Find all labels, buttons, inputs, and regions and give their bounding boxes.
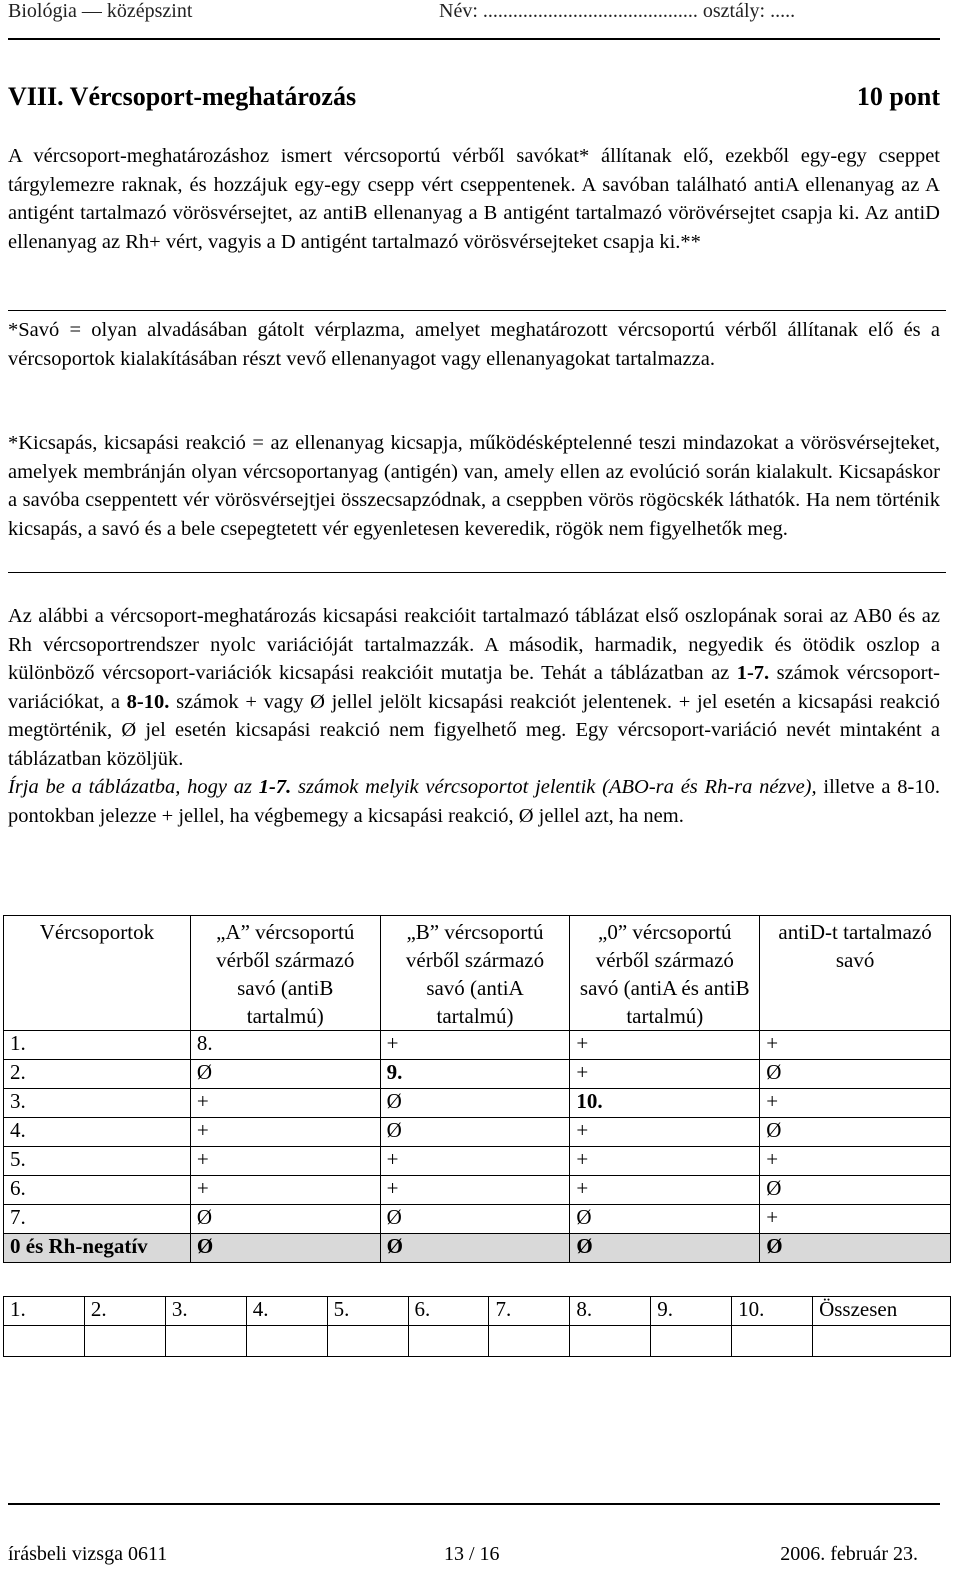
- table-cell: Ø: [380, 1089, 570, 1118]
- table-cell: +: [760, 1205, 951, 1234]
- header-0-savo: „0” vércsoportú vérből származó savó (antiA és antiB tartalmú): [570, 916, 760, 1031]
- header-antid-savo: antiD-t tartalmazó savó: [760, 916, 951, 1031]
- answer-cell-6[interactable]: 6.: [4, 1176, 191, 1205]
- note-savo: [8, 316, 940, 373]
- table-cell: +: [380, 1147, 570, 1176]
- table-cell: Ø: [760, 1176, 951, 1205]
- score-entry[interactable]: [246, 1326, 327, 1357]
- table-cell: Ø: [760, 1060, 951, 1089]
- note-savo-text: *Savó = olyan alvadásában gátolt vérplazma, amelyet meghatározott vércsoportú vérből állítanak elő és a vércsoportok kialakításában részt vevő ellenanyagot vagy ellenanyagokat tartalmazza.: [8, 319, 940, 370]
- table-cell: +: [190, 1176, 380, 1205]
- footer-rule: [8, 1503, 940, 1505]
- table-cell: Ø: [570, 1234, 760, 1263]
- score-label: 6.: [408, 1297, 489, 1326]
- table-row: [4, 1089, 951, 1118]
- table-cell: +: [190, 1147, 380, 1176]
- table-row: [4, 1031, 951, 1060]
- score-label: 2.: [84, 1297, 165, 1326]
- table-cell: Ø: [190, 1234, 380, 1263]
- note-kicsapas-text: *Kicsapás, kicsapási reakció = az ellenanyag kicsapja, működésképtelenné teszi mindazokat a vörösvérsejteket, amelyek membránján olyan vércsoportanyag (antigén) van, amely ellen az evolúció során kialakult. Kicsapáskor a savóba cseppentett vér vörösvérsejtjei összecsapzódnak, a cseppben vörös rögöcskék láthatók. Ha nem történik kicsapás, a savó és a bele csepegtetett vér egyenletesen keveredik, rögök nem figyelhetők meg.: [8, 432, 940, 540]
- note-rule-top: [8, 310, 946, 311]
- section-points: 10 pont: [856, 82, 940, 111]
- answer-cell-7[interactable]: 7.: [4, 1205, 191, 1234]
- intro-paragraph: [8, 142, 940, 256]
- task-instruction: Írja be a táblázatba, hogy az 1-7. számok melyik vércsoportot jelentik (ABO-ra és Rh-ra nézve), illetve a 8-10. pontokban jelezze + jellel, ha végbemegy a kicsapási reakció, Ø jellel azt, ha nem.: [8, 776, 941, 827]
- score-label: 8.: [570, 1297, 651, 1326]
- section-title: [8, 82, 940, 112]
- score-label: 9.: [651, 1297, 732, 1326]
- blood-group-table: [3, 915, 951, 1263]
- answer-cell-4[interactable]: 4.: [4, 1118, 191, 1147]
- score-label: 7.: [489, 1297, 570, 1326]
- table-cell: +: [380, 1031, 570, 1060]
- score-table: [3, 1296, 951, 1357]
- intro-text: A vércsoport-meghatározáshoz ismert vércsoportú vérből savókat* állítanak elő, ezekből egy-egy cseppet tárgylemezre raknak, és hozzájuk egy-egy csepp vért cseppentenek. A savóban található antiA ellenanyag az A antigént tartalmazó vörösvérsejtet, az antiB ellenanyag a B antigént tartalmazó vörövérsejtet csapja ki. Az antiD ellenanyag az Rh+ vért, vagyis a D antigént tartalmazó vörösvérsejteket csapja ki.**: [8, 145, 940, 253]
- table-cell: Ø: [380, 1234, 570, 1263]
- score-entry-total[interactable]: [813, 1326, 951, 1357]
- note-rule-bottom: [8, 572, 946, 573]
- score-label: 3.: [165, 1297, 246, 1326]
- score-label: 1.: [4, 1297, 85, 1326]
- table-row: [4, 1176, 951, 1205]
- score-label: 5.: [327, 1297, 408, 1326]
- table-row-example: [4, 1234, 951, 1263]
- answer-cell-9[interactable]: 9.: [380, 1060, 570, 1089]
- score-label: 10.: [732, 1297, 813, 1326]
- table-row: [4, 1205, 951, 1234]
- score-entry[interactable]: [4, 1326, 85, 1357]
- header-a-savo: „A” vércsoportú vérből származó savó (antiB tartalmú): [190, 916, 380, 1031]
- score-label: 4.: [246, 1297, 327, 1326]
- score-entry[interactable]: [327, 1326, 408, 1357]
- table-cell: +: [380, 1176, 570, 1205]
- table-cell: +: [760, 1147, 951, 1176]
- score-entry[interactable]: [570, 1326, 651, 1357]
- header-name-class: Név: ........................................... osztály: .....: [439, 0, 796, 22]
- header-subject: Biológia — középszint: [8, 0, 193, 22]
- footer-exam-code: írásbeli vizsga 0611: [8, 1543, 168, 1565]
- footer-date: 2006. február 23.: [780, 1543, 918, 1565]
- answer-cell-10[interactable]: 10.: [570, 1089, 760, 1118]
- table-cell: Ø: [380, 1205, 570, 1234]
- page-header: [8, 0, 942, 28]
- table-cell: +: [570, 1118, 760, 1147]
- header-b-savo: „B” vércsoportú vérből származó savó (antiA tartalmú): [380, 916, 570, 1031]
- table-cell: Ø: [760, 1118, 951, 1147]
- task-paragraph: [8, 602, 940, 830]
- answer-cell-3[interactable]: 3.: [4, 1089, 191, 1118]
- table-cell: Ø: [570, 1205, 760, 1234]
- score-label-row: [4, 1297, 951, 1326]
- table-cell: +: [570, 1176, 760, 1205]
- table-header-row: [4, 916, 951, 1031]
- answer-cell-5[interactable]: 5.: [4, 1147, 191, 1176]
- score-entry[interactable]: [165, 1326, 246, 1357]
- answer-cell-1[interactable]: 1.: [4, 1031, 191, 1060]
- table-cell: +: [570, 1031, 760, 1060]
- table-cell: +: [760, 1031, 951, 1060]
- answer-cell-2[interactable]: 2.: [4, 1060, 191, 1089]
- table-cell: 0 és Rh-negatív: [4, 1234, 191, 1263]
- section-title-text: VIII. Vércsoport-meghatározás: [8, 82, 357, 111]
- task-text: Az alábbi a vércsoport-meghatározás kicsapási reakcióit tartalmazó táblázat első oszlopának sorai az AB0 és az Rh vércsoportrendszer nyolc variációját tartalmazzák. A második, harmadik, negyedik és ötödik oszlop a különböző vércsoport-variációk kicsapási reakcióit mutatja be. Tehát a táblázatban az 1-7. számok vércsoport-variációkat, a 8-10. számok + vagy Ø jellel jelölt kicsapási reakciót jelentenek. + jel esetén a kicsapási reakció megtörténik, Ø jel esetén kicsapási reakció nem figyelhető meg. Egy vércsoport-variáció nevét mintaként a táblázatban közöljük.: [8, 605, 940, 770]
- table-cell: Ø: [760, 1234, 951, 1263]
- table-row: [4, 1147, 951, 1176]
- table-cell: +: [760, 1089, 951, 1118]
- table-cell: Ø: [380, 1118, 570, 1147]
- table-cell: +: [190, 1118, 380, 1147]
- table-cell: +: [190, 1089, 380, 1118]
- score-label-total: Összesen: [813, 1297, 951, 1326]
- footer-page-number: 13 / 16: [444, 1543, 500, 1565]
- table-row: [4, 1060, 951, 1089]
- table-row: [4, 1118, 951, 1147]
- table-cell: +: [570, 1147, 760, 1176]
- score-entry[interactable]: [732, 1326, 813, 1357]
- table-cell: Ø: [190, 1060, 380, 1089]
- note-kicsapas: [8, 429, 940, 543]
- score-entry[interactable]: [84, 1326, 165, 1357]
- score-entry[interactable]: [408, 1326, 489, 1357]
- header-rule: [8, 38, 940, 40]
- score-entry-row: [4, 1326, 951, 1357]
- table-cell: Ø: [190, 1205, 380, 1234]
- header-vercsoportok: Vércsoportok: [4, 916, 191, 1031]
- answer-cell-8[interactable]: 8.: [190, 1031, 380, 1060]
- table-cell: +: [570, 1060, 760, 1089]
- score-entry[interactable]: [489, 1326, 570, 1357]
- score-entry[interactable]: [651, 1326, 732, 1357]
